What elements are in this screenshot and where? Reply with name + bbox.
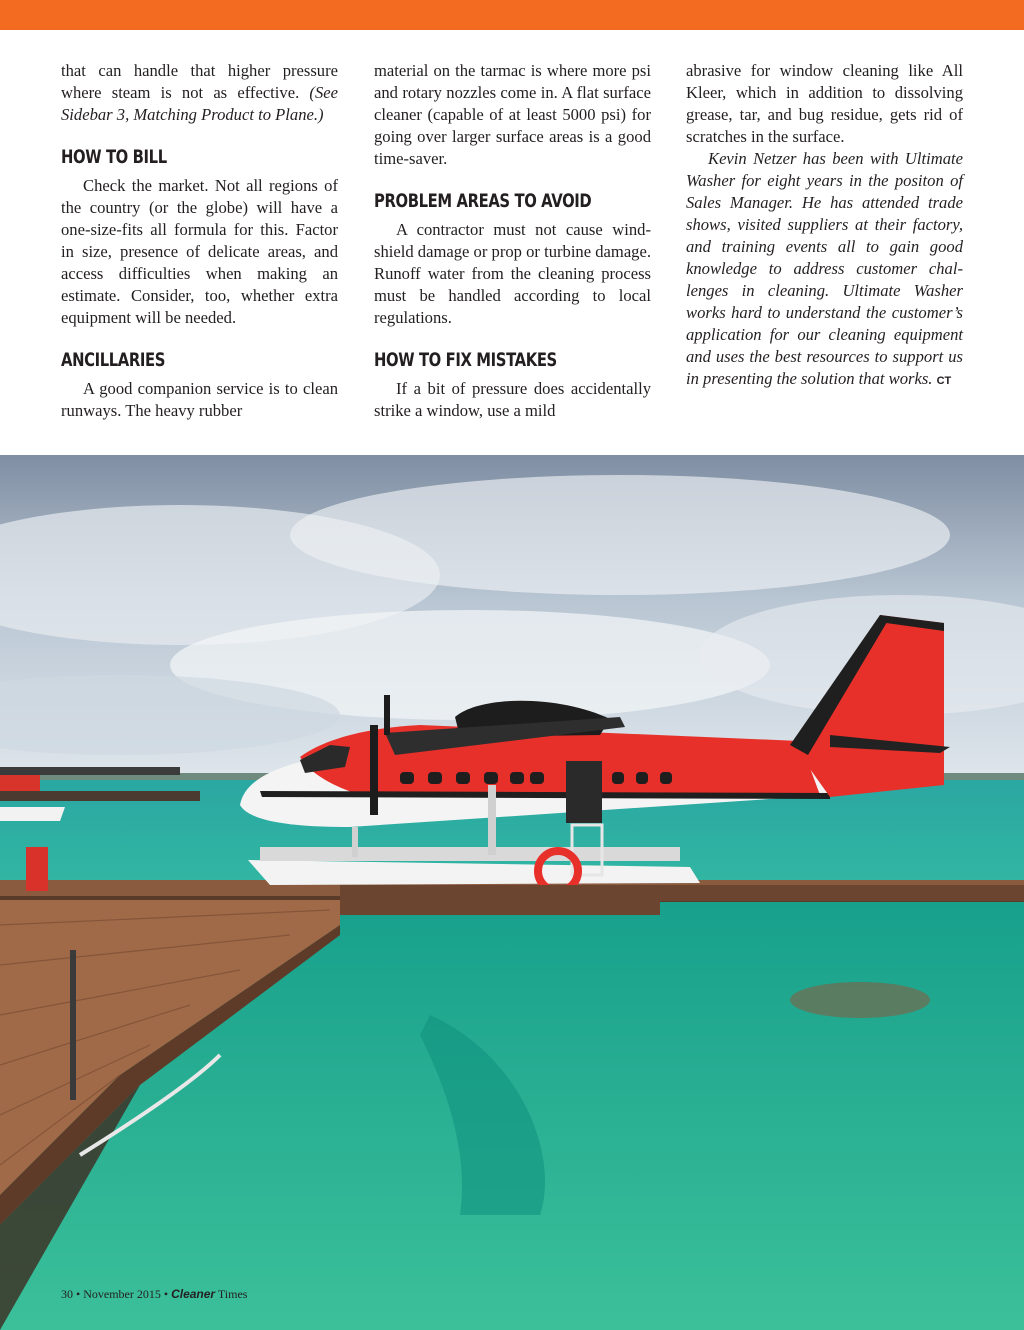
paragraph: abrasive for window cleaning like All Kleer, which in addition to dissolving grease, tar, and bug residue, gets rid of scratches in the surface. (686, 61, 963, 146)
paragraph (61, 60, 338, 126)
paragraph: A good companion service is to clean runways. The heavy rubber (61, 379, 338, 420)
heading-fix-mistakes: HOW TO FIX MISTAKES (374, 349, 557, 371)
paragraph: Check the market. Not all regions of the country (or the globe) will have a one-size-fits all formula for this. Factor in size, presence of delicate areas, and access difficulties when making an estimate. Consider, too, whether extra equipment will be needed. (61, 176, 338, 327)
column-1 (61, 60, 338, 422)
footer-page-date: 30 • November 2015 • (61, 1287, 172, 1301)
footer-brand: Cleaner (171, 1287, 216, 1301)
heading-problem-areas: PROBLEM AREAS TO AVOID (374, 190, 592, 212)
author-bio-text: Kevin Netzer has been with Ultimate Washer for eight years in the positon of Sales Manager. He has attended trade shows, visited suppliers at their factory, and training events all to gain good knowledge to address customer challenges in cleaning. Ultimate Washer works hard to understand the customer’s application for our cleaning equipment and uses the best resources to support us in presenting the solution that works. (686, 149, 963, 388)
sidebar-reference: (See Sidebar 3, Matching Product to Plane.) (61, 83, 338, 124)
heading-how-to-bill: HOW TO BILL (61, 146, 167, 168)
author-bio (686, 148, 963, 392)
top-accent-bar (0, 0, 1024, 30)
heading-ancillaries: ANCILLARIES (61, 349, 166, 371)
column-3 (686, 60, 963, 392)
end-mark: CT (936, 375, 952, 387)
page-footer (61, 1287, 247, 1302)
paragraph: material on the tarmac is where more psi and rotary nozzles come in. A flat surface cleaner (capable of at least 5000 psi) for going over larger surface areas is a good time-saver. (374, 61, 651, 168)
paragraph-text: that can handle that higher pressure where steam is not as effective. (61, 61, 338, 102)
seaplane-photo (0, 455, 1024, 1330)
paragraph: A contractor must not cause windshield damage or prop or turbine damage. Runoff water from the cleaning process must be handled according to local regulations. (374, 220, 651, 327)
paragraph: If a bit of pressure does accidentally strike a window, use a mild (374, 379, 651, 420)
footer-brand-suffix: Times (215, 1287, 248, 1301)
column-2 (374, 60, 651, 422)
